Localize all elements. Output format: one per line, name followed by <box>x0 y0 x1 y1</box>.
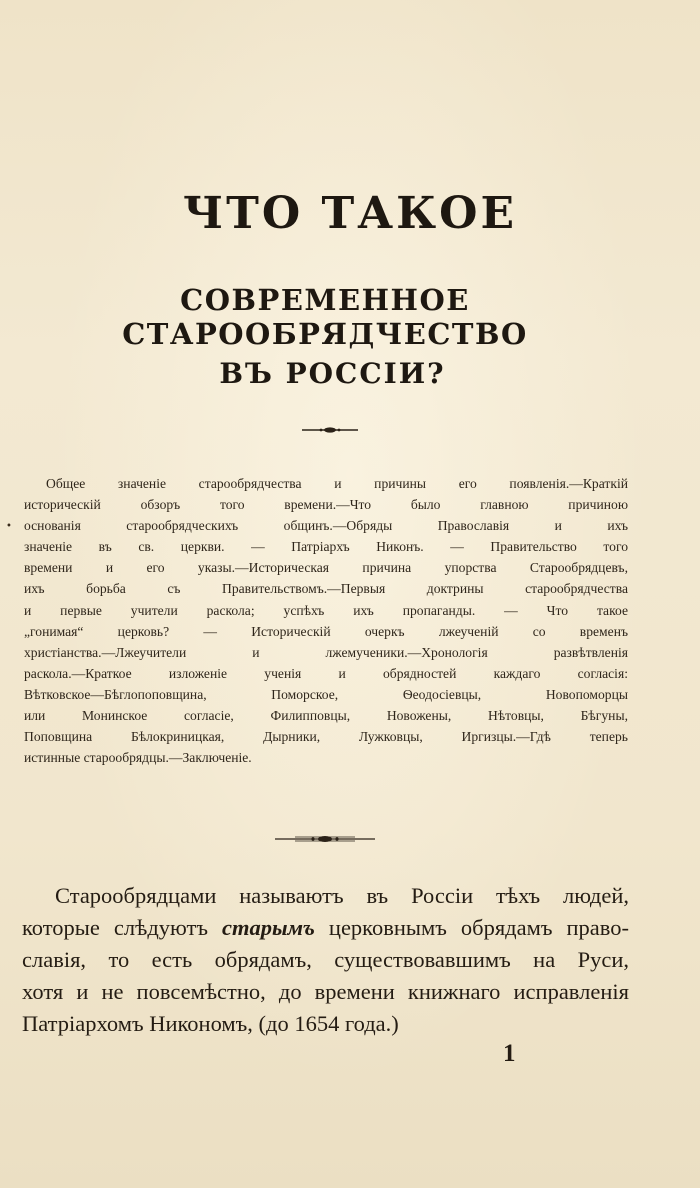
body-line: славія, то есть обрядамъ, существовавшимъ на Руси, <box>22 947 629 972</box>
summary-line: христіанства.—Лжеучители и лжемученики.—Хронологія развѣтвленія <box>24 644 628 660</box>
body-line: Старообрядцами называютъ въ Россіи тѣхъ людей, <box>55 883 629 908</box>
ornament-divider-icon <box>300 423 360 437</box>
body-text-segment: которые слѣдуютъ <box>22 915 223 940</box>
main-paragraph <box>22 880 629 1040</box>
emphasized-word: старымъ <box>222 915 315 940</box>
page-number: 1 <box>503 1040 516 1067</box>
summary-line: раскола.—Краткое изложеніе ученія и обрядностей каждаго согласія: <box>24 665 628 681</box>
summary-line: Общее значеніе старообрядчества и причины его появленія.—Краткій <box>46 476 628 491</box>
summary-line: историческій обзоръ того времени.—Что было главною причиною <box>24 497 628 513</box>
chapter-summary <box>24 473 628 768</box>
ornament-divider-icon <box>273 832 377 846</box>
summary-line: „гонимая“ церковь? — Историческій очеркъ лжеученій со временъ <box>24 623 628 639</box>
title-line-2: СОВРЕМЕННОЕ СТАРООБРЯДЧЕСТВО <box>122 283 528 351</box>
title-line-3: ВЪ РОССІИ? <box>219 357 446 390</box>
summary-line: Вѣтковское—Бѣглопоповщина, Поморское, Ѳеодосіевцы, Новопоморцы <box>24 686 628 702</box>
summary-line: Поповщина Бѣлокриницкая, Дырники, Лужковцы, Иргизцы.—Гдѣ теперь <box>24 729 628 745</box>
margin-mark-icon: • <box>6 521 12 532</box>
summary-line: и первые учители раскола; успѣхъ ихъ пропаганды. — Что такое <box>24 602 628 618</box>
body-text-segment: церковнымъ обрядамъ право- <box>314 915 629 940</box>
body-line <box>22 912 629 944</box>
body-line: Патріархомъ Никономъ, (до 1654 года.) <box>22 1011 399 1036</box>
summary-line: ихъ борьба съ Правительствомъ.—Первыя доктрины старообрядчества <box>24 581 628 597</box>
summary-line: основанія старообрядческихъ общинъ.—Обряды Православія и ихъ <box>24 518 628 534</box>
summary-line: времени и его указы.—Историческая причина упорства Старообрядцевъ, <box>24 560 628 576</box>
summary-line: истинные старообрядцы.—Заключеніе. <box>24 750 252 766</box>
body-line: хотя и не повсемѣстно, до времени книжнаго исправленія <box>22 979 629 1004</box>
summary-line: или Монинское согласіе, Филипповцы, Новожены, Нѣтовцы, Бѣгуны, <box>24 708 628 724</box>
title-line-1: ЧТО ТАКОЕ <box>182 188 518 239</box>
summary-line: значеніе въ св. церкви. — Патріархъ Никонъ. — Правительство того <box>24 539 628 555</box>
